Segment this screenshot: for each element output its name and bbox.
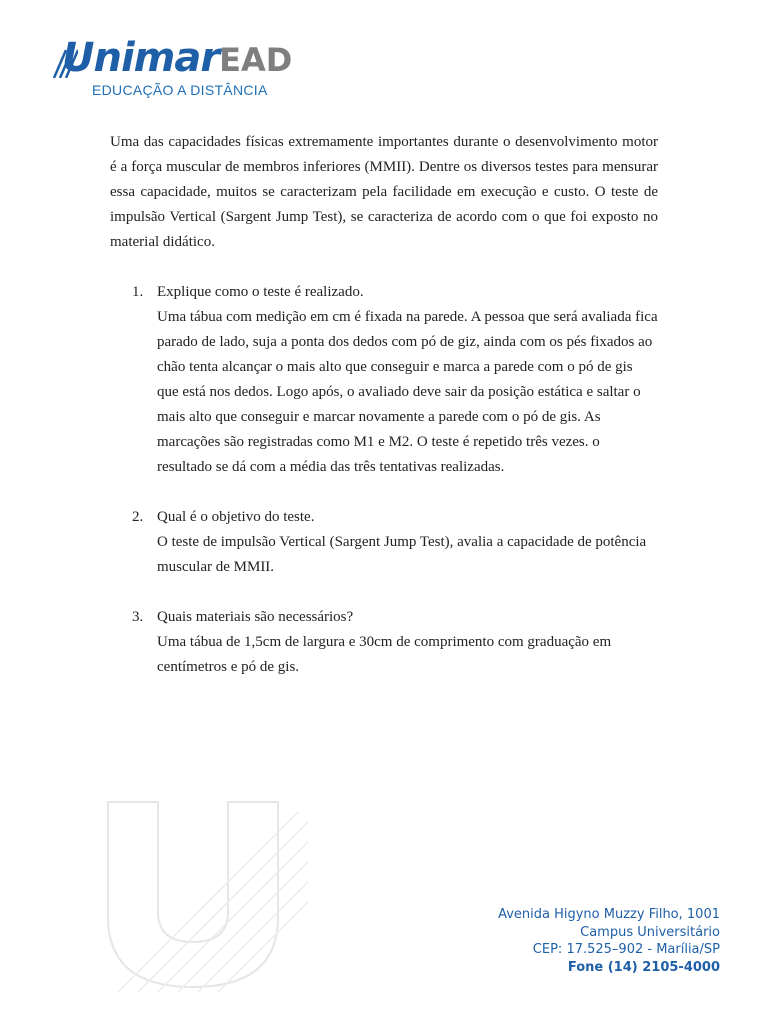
unimar-ead-logo bbox=[52, 36, 312, 102]
address-line-street: Avenida Higyno Muzzy Filho, 1001 bbox=[498, 907, 720, 922]
question-number: 2. bbox=[132, 509, 144, 525]
unimar-u-watermark-icon bbox=[98, 792, 308, 992]
logo-tagline: EDUCAÇÃO A DISTÂNCIA bbox=[92, 82, 268, 98]
footer-address bbox=[498, 906, 720, 976]
answer-text: Uma tábua com medição em cm é fixada na parede. A pessoa que será avaliada fica parado de lado, suja a ponta dos dedos com pó de giz, ainda com os pés fixados ao chão tenta alcançar o mais alto que conseguir e marca a parede com o pó de gis que está nos dedos. Logo após, o avaliado deve sair da posição estática e saltar o mais alto que conseguir e marcar novamente a parede com o pó de gis. As marcações são registradas como M1 e M2. O teste é repetido três vezes. o resultado se dá com a média das três tentativas realizadas. bbox=[157, 309, 658, 475]
question-item bbox=[110, 605, 658, 680]
logo-wordmark bbox=[52, 36, 292, 82]
address-line-cep: CEP: 17.525–902 - Marília/SP bbox=[532, 942, 720, 957]
document-body bbox=[110, 130, 658, 705]
question-item bbox=[110, 505, 658, 580]
answer-text: O teste de impulsão Vertical (Sargent Jump Test), avalia a capacidade de potência muscular de MMII. bbox=[157, 534, 647, 575]
question-text: Explique como o teste é realizado. bbox=[157, 284, 364, 300]
question-text: Qual é o objetivo do teste. bbox=[157, 509, 315, 525]
question-item bbox=[110, 280, 658, 480]
question-number: 1. bbox=[132, 284, 144, 300]
address-line-campus: Campus Universitário bbox=[580, 924, 720, 940]
question-number: 3. bbox=[132, 609, 144, 625]
intro-paragraph: Uma das capacidades físicas extremamente importantes durante o desenvolvimento motor é a força muscular de membros inferiores (MMII). Dentre os diversos testes para mensurar essa capacidade, muitos se caracterizam pela facilidade em execução e custo. O teste de impulsão Vertical (Sargent Jump Test), se caracteriza de acordo com o que foi exposto no material didático. bbox=[110, 134, 658, 250]
logo-brand-suffix: EAD bbox=[219, 41, 293, 79]
question-text: Quais materiais são necessários? bbox=[157, 609, 354, 625]
logo-brand-main: Unimar bbox=[62, 35, 220, 81]
answer-text: Uma tábua de 1,5cm de largura e 30cm de comprimento com graduação em centímetros e pó de gis. bbox=[157, 634, 612, 675]
address-phone: Fone (14) 2105-4000 bbox=[567, 959, 720, 975]
